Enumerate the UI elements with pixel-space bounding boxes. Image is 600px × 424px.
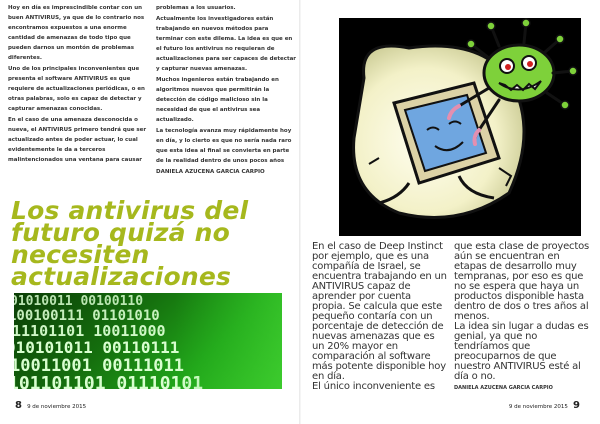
- paragraph: El único inconveniente es: [312, 381, 435, 392]
- page-number: 9: [573, 400, 580, 411]
- paragraph: que esta clase de proyectos aún se encuentran en etapas de desarrollo muy tempranas, por eso es que no se espera que haya un productos disponible hasta dentro de dos o tres años al menos.: [454, 241, 590, 322]
- paragraph: En el caso de una amenaza desconocida o nueva, el ANTIVIRUS primero tendrá que ser actualizado antes de poder actuar, lo cual evidentemente le da a terceros malintencionados una ventana para causar: [8, 117, 147, 163]
- paragraph: Actualmente los investigadores están trabajando en nuevos métodos para terminar con este dilema. La idea es que en el futuro los antivirus no requieran de actualizaciones para ser capaces de detectar y capturar nuevas amenazas.: [156, 16, 297, 72]
- paragraph: Uno de los principales inconvenientes que presenta el software ANTIVIRUS es que requiere de actualizaciones periódicas, o en otras palabras, solo es capaz de detectar y capturar amenazas conocidas.: [8, 66, 145, 112]
- paragraph: La tecnología avanza muy rápidamente hoy en día, y lo cierto es que no sería nada raro que esta idea al final se convierta en parte de la realidad dentro de unos pocos años: [156, 128, 292, 164]
- right-column-2: [454, 242, 590, 392]
- article-headline: [11, 196, 291, 291]
- page-number: 8: [15, 400, 22, 411]
- issue-date: 9 de noviembre 2015: [27, 404, 87, 410]
- binary-code-graphic: [14, 293, 282, 389]
- author-name: DANIELA AZUCENA GARCIA CARPIO: [454, 385, 553, 391]
- headline-line: actualizaciones: [11, 262, 232, 291]
- author-name: DANIELA AZUCENA GARCIA CARPIO: [156, 169, 265, 175]
- paragraph: Hoy en día es imprescindible contar con un buen ANTIVIRUS, ya que de lo contrario nos encontramos expuestos a una enorme cantidad de amenazas de todo tipo que pueden darnos un montón de problemas diferentes.: [8, 5, 145, 61]
- left-column-1: [8, 3, 148, 166]
- paragraph: La idea sin lugar a dudas es genial, ya que no tendríamos que preocuparnos de que nuestro ANTIVIRUS esté al día o no.: [454, 321, 589, 382]
- right-page-folio: [509, 393, 580, 412]
- right-column-1: [312, 242, 447, 392]
- page-gutter: [299, 0, 301, 424]
- headline-line: necesiten: [11, 240, 150, 269]
- virus-cartoon-image: [339, 18, 581, 236]
- virus-cartoon-graphic: [339, 18, 581, 236]
- headline-line: Los antivirus del: [11, 196, 249, 225]
- binary-code-image: [14, 293, 282, 389]
- headline-line: futuro quizá no: [11, 218, 230, 247]
- issue-date: 9 de noviembre 2015: [508, 404, 568, 410]
- left-page-folio: [15, 393, 86, 412]
- left-column-2: [156, 3, 297, 178]
- paragraph: En el caso de Deep Instinct por ejemplo, que es una compañía de Israel, se encuentra trabajando en un ANTIVIRUS capaz de aprender por cuenta propia. Se calcula que este pequeño contaría con un porcentaje de detección de nuevas amenazas que es un 20% mayor en comparación al software más potente disponible hoy en día.: [312, 241, 447, 382]
- paragraph: Muchos ingenieros están trabajando en algoritmos nuevos que permitirán la detección de código malicioso sin la necesidad de que el antivirus sea actualizado.: [156, 77, 279, 123]
- paragraph: problemas a los usuarios.: [156, 5, 236, 11]
